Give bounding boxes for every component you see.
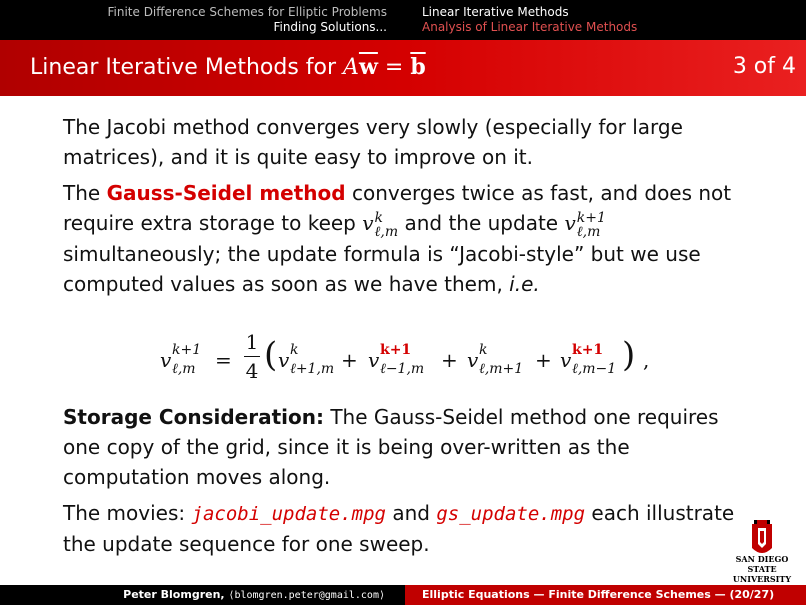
- paragraph-movies: [63, 498, 753, 559]
- eq-term4-v: v: [560, 348, 572, 372]
- eq-frac-den: 4: [245, 359, 259, 383]
- sup-k: k: [374, 209, 384, 226]
- eq-term3-sub: ℓ,m+1: [479, 361, 524, 377]
- eq-right-paren: ): [622, 335, 636, 375]
- eq-comma: ,: [643, 348, 650, 372]
- footer-right: [405, 585, 806, 605]
- slide-content-lower: [63, 402, 753, 565]
- eq-left-paren: (: [264, 335, 278, 375]
- eq-term1-sub: ℓ+1,m: [290, 361, 335, 377]
- paragraph-jacobi: The Jacobi method converges very slowly (especially for large matrices), and it is quite easy to improve on it.: [63, 115, 683, 169]
- nav-subsection-title[interactable]: Finding Solutions...: [273, 20, 387, 34]
- title-equals: =: [377, 55, 411, 80]
- text-fragment: and: [385, 501, 437, 525]
- eq-term3-sup: k: [479, 342, 488, 358]
- movie-link-jacobi[interactable]: jacobi_update.mpg: [191, 503, 386, 525]
- movie-link-gs[interactable]: gs_update.mpg: [436, 503, 586, 525]
- nav-section-right: [405, 0, 806, 40]
- eq-plus: +: [535, 348, 552, 372]
- top-navigation-bar: [0, 0, 806, 40]
- nav-section-left: [0, 0, 405, 40]
- text-fragment: each illustrate the update sequence for one sweep.: [63, 501, 735, 556]
- eq-term3-v: v: [467, 348, 479, 372]
- nav-section-title[interactable]: Finite Difference Schemes for Elliptic Problems: [107, 5, 387, 19]
- title-vector-w: $\overline{w}$: [358, 54, 378, 80]
- eq-term4-sup: k+1: [572, 342, 604, 358]
- text-fragment: and the update: [398, 211, 565, 235]
- frame-title: [30, 53, 426, 82]
- supsub-k-lm: [375, 211, 399, 239]
- eq-term1-sup: k: [290, 342, 299, 358]
- footer-left: [0, 585, 405, 605]
- sub-lm: ℓ,m: [374, 223, 399, 240]
- var-v: v: [362, 211, 374, 235]
- university-logo: [720, 518, 804, 584]
- footer-email: ⟨blomgren.peter@gmail.com⟩: [228, 590, 385, 601]
- paragraph-gauss-seidel: [63, 178, 743, 299]
- frame-title-bar: [0, 40, 806, 96]
- sup-k1: k+1: [576, 209, 606, 226]
- footer-author: [123, 588, 385, 603]
- frame-page-count: 3 of 4: [732, 54, 796, 79]
- paragraph-storage: [63, 402, 753, 492]
- eq-fraction: [244, 330, 260, 383]
- footer-bar: [0, 585, 806, 605]
- eq-term2-sup: k+1: [380, 342, 412, 358]
- eq-term1-v: v: [278, 348, 290, 372]
- eq-lhs-v: v: [160, 348, 172, 372]
- title-matrix-a: A: [343, 55, 359, 80]
- eq-lhs-sub: ℓ,m: [172, 361, 196, 377]
- logo-line1: SAN DIEGO STATE: [735, 554, 789, 574]
- var-v: v: [564, 211, 576, 235]
- eq-equals: =: [215, 348, 232, 372]
- eq-frac-bar: [244, 356, 260, 357]
- eq-plus: +: [441, 348, 458, 372]
- eq-term4-sub: ℓ,m−1: [572, 361, 617, 377]
- title-vector-b: $\overline{b}$: [410, 54, 426, 80]
- text-fragment: The: [63, 181, 107, 205]
- logo-line2: UNIVERSITY: [732, 574, 792, 584]
- eq-lhs-sup: k+1: [172, 342, 202, 358]
- eq-frac-num: 1: [245, 330, 259, 354]
- supsub-k1-lm: [577, 211, 606, 239]
- gauss-seidel-highlight: Gauss-Seidel method: [106, 181, 346, 205]
- footer-author-name: Peter Blomgren,: [123, 588, 225, 601]
- ie-italic: i.e.: [509, 271, 540, 296]
- nav-current-section[interactable]: Linear Iterative Methods: [422, 5, 569, 19]
- eq-term2-v: v: [368, 348, 380, 372]
- sub-lm: ℓ,m: [576, 223, 601, 240]
- logo-text: [720, 554, 804, 584]
- text-fragment: The movies:: [63, 501, 192, 525]
- eq-plus: +: [341, 348, 358, 372]
- storage-label: Storage Consideration:: [63, 405, 324, 429]
- eq-term2-sub: ℓ−1,m: [380, 361, 425, 377]
- text-fragment: simultaneously; the update formula is “Jacobi-style” but we use computed values as soon as we have them,: [63, 241, 701, 296]
- text-fragment: converges twice as fast, and does not require extra storage to keep: [63, 181, 732, 235]
- frame-title-text: Linear Iterative Methods for: [30, 55, 344, 80]
- footer-title-page: Elliptic Equations — Finite Difference Schemes — (20/27): [422, 588, 775, 601]
- storage-text: The Gauss-Seidel method one requires one copy of the grid, since it is being over-written as the computation moves along.: [63, 405, 719, 489]
- slide-content: [63, 112, 743, 305]
- nav-next-subsection[interactable]: Analysis of Linear Iterative Methods: [422, 20, 638, 34]
